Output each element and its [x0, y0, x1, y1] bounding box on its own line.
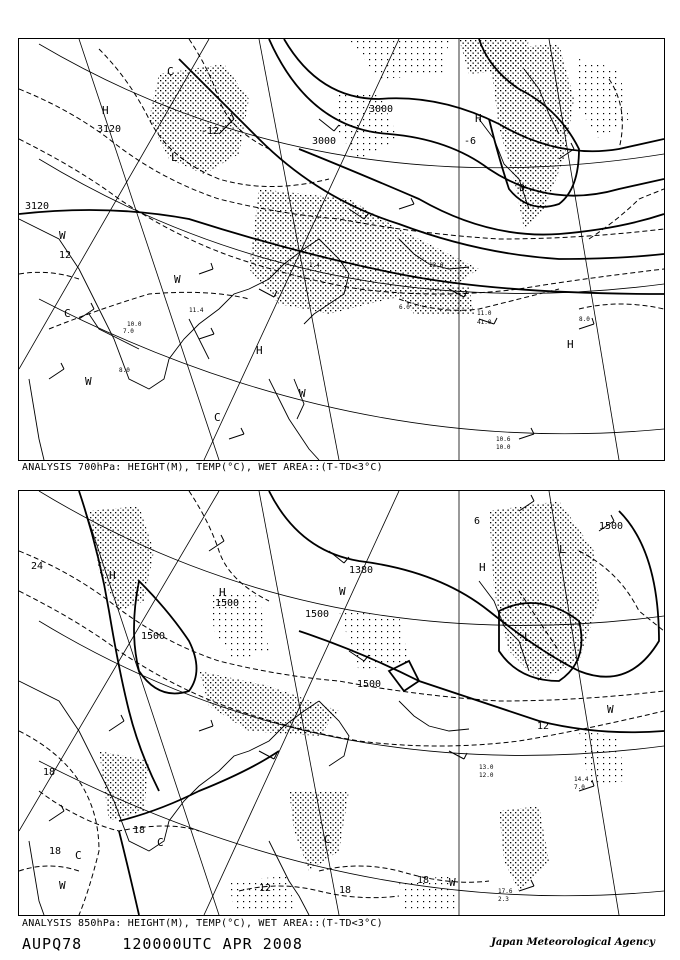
temp-label: 6 — [474, 516, 481, 527]
cold-center: C — [324, 833, 331, 846]
map-850hpa — [18, 490, 665, 916]
high-center: H — [479, 561, 486, 574]
station-value: 11.0 — [477, 310, 492, 317]
temp-label: 12 — [259, 883, 272, 894]
station-value: 8.0 — [579, 316, 590, 323]
high-center: H — [256, 344, 263, 357]
high-center: H — [567, 338, 574, 351]
station-value: 14.4 — [574, 776, 589, 783]
station-value: 11.4 — [189, 307, 204, 314]
temp-label: 18 — [133, 825, 146, 836]
station-value: 13.0 — [479, 764, 494, 771]
coastline-850 — [19, 581, 529, 915]
temp-label: -12 — [201, 126, 220, 137]
station-value: 10.6 — [496, 436, 511, 443]
height-label: 1500 — [215, 598, 240, 609]
map-850hpa-graphic — [19, 491, 664, 915]
station-value: 10.0 — [127, 321, 142, 328]
cold-center: C — [214, 411, 221, 424]
low-center: L — [524, 631, 531, 644]
station-value: 13.0 — [429, 262, 444, 269]
high-center: H — [475, 112, 482, 125]
station-value: 1.4 — [309, 262, 320, 269]
temp-label: 12 — [59, 250, 72, 261]
high-center: H — [102, 104, 109, 117]
temp-label: 18 — [43, 767, 56, 778]
footer-product-line — [22, 935, 303, 953]
warm-center: W — [299, 387, 306, 400]
height-label: 1500 — [305, 609, 330, 620]
station-value: 2.3 — [498, 896, 509, 903]
high-center: H — [109, 569, 116, 582]
map-700hpa — [18, 38, 665, 461]
high-center: H — [219, 586, 226, 599]
warm-center: W — [59, 879, 66, 892]
cold-center: C — [157, 836, 164, 849]
cold-center: C — [64, 307, 71, 320]
temp-label: 18 — [339, 885, 352, 896]
station-value: 12.0 — [479, 772, 494, 779]
low-center: L — [559, 543, 566, 556]
temp-label: 24 — [31, 561, 44, 572]
height-label: 3000 — [369, 104, 394, 115]
warm-center: W — [59, 229, 66, 242]
station-value: 7.0 — [574, 784, 585, 791]
station-value: 17.6 — [498, 888, 513, 895]
wet-area-850 — [89, 501, 599, 891]
height-label: 1500 — [599, 521, 624, 532]
height-label: 3000 — [312, 136, 337, 147]
warm-center: W — [339, 585, 346, 598]
low-center: L — [171, 151, 178, 164]
height-label: 3120 — [97, 124, 122, 135]
warm-center: W — [449, 876, 456, 889]
caption-850hpa: ANALYSIS 850hPa: HEIGHT(M), TEMP(°C), WET AREA::(T-TD<3°C) — [22, 918, 383, 929]
wet-area-700 — [149, 39, 574, 314]
temp-label: 18 — [49, 846, 62, 857]
map-700hpa-graphic — [19, 39, 664, 460]
temp-label: 0 — [519, 183, 526, 194]
station-value: 41.0 — [477, 319, 492, 326]
cold-center: C — [75, 849, 82, 862]
height-label: 1380 — [349, 565, 374, 576]
height-label: 1500 — [357, 679, 382, 690]
warm-center: W — [607, 703, 614, 716]
warm-center: W — [85, 375, 92, 388]
temp-label: 18 — [417, 875, 430, 886]
temp-label: -6 — [464, 136, 477, 147]
warm-center: W — [174, 273, 181, 286]
cold-center: C — [167, 65, 174, 78]
height-label: 1500 — [141, 631, 166, 642]
height-label: 3120 — [25, 201, 50, 212]
station-value: 8.0 — [119, 367, 130, 374]
product-code: AUPQ78 — [22, 935, 83, 953]
analysis-timestamp: 120000UTC APR 2008 — [122, 935, 303, 953]
temp-label: 12 — [537, 721, 550, 732]
station-value: 6.0 — [399, 304, 410, 311]
agency-name: Japan Meteorological Agency — [491, 937, 655, 948]
station-value: 10.0 — [496, 444, 511, 451]
caption-700hpa: ANALYSIS 700hPa: HEIGHT(M), TEMP(°C), WET AREA::(T-TD<3°C) — [22, 462, 383, 473]
station-value: 7.0 — [123, 328, 134, 335]
